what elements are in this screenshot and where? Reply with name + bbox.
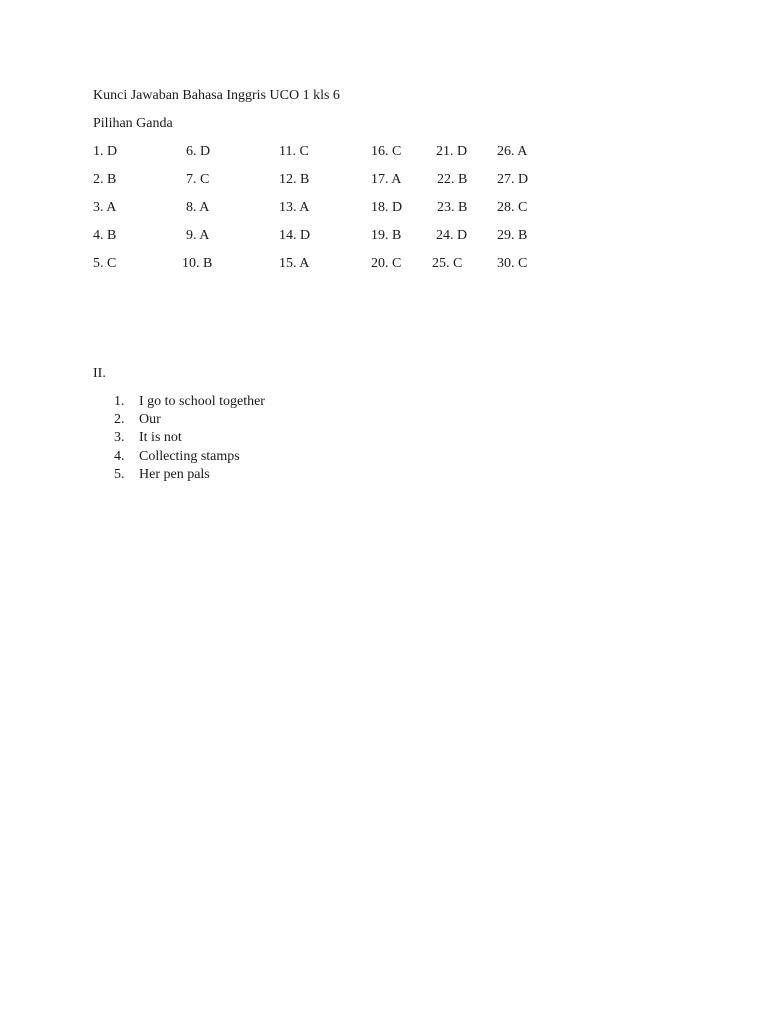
list-item-number: 1.: [114, 394, 125, 409]
answer-item: 10. B: [182, 256, 213, 271]
answer-item: 24. D: [436, 228, 468, 243]
answer-item: 14. D: [279, 228, 311, 243]
answer-item: 20. C: [371, 256, 402, 271]
answer-item: 12. B: [279, 172, 310, 187]
list-item-text: It is not: [139, 430, 182, 446]
answer-item: 27. D: [497, 172, 529, 187]
answer-item: 28. C: [497, 200, 528, 215]
list-item-text: Collecting stamps: [139, 448, 240, 464]
list-item-number: 5.: [114, 466, 125, 482]
answer-item: 4. B: [93, 228, 117, 243]
answer-item: 25. C: [432, 256, 463, 271]
section-heading-essay: II.: [93, 366, 106, 381]
answer-item: 8. A: [186, 200, 210, 215]
answer-item: 16. C: [371, 144, 402, 159]
list-item-number: 3.: [114, 430, 125, 446]
answer-item: 18. D: [371, 200, 403, 215]
answer-item: 1. D: [93, 144, 118, 159]
answer-item: 2. B: [93, 172, 117, 187]
answer-item: 7. C: [186, 172, 210, 187]
answer-item: 13. A: [279, 200, 310, 215]
list-item-number: 2.: [114, 412, 125, 428]
answer-item: 30. C: [497, 256, 528, 271]
list-item-text: I go to school together: [139, 394, 265, 409]
list-item-text: Her pen pals: [139, 466, 210, 482]
answer-item: 19. B: [371, 228, 402, 243]
answer-item: 9. A: [186, 228, 210, 243]
answer-item: 17. A: [371, 172, 402, 187]
answer-item: 5. C: [93, 256, 117, 271]
document-title: Kunci Jawaban Bahasa Inggris UCO 1 kls 6: [93, 88, 340, 103]
answer-item: 11. C: [279, 144, 309, 159]
list-item-number: 4.: [114, 448, 125, 464]
answer-item: 29. B: [497, 228, 528, 243]
section-heading-multiple-choice: Pilihan Ganda: [93, 116, 173, 131]
answer-item: 6. D: [186, 144, 211, 159]
answer-item: 23. B: [437, 200, 468, 215]
answer-item: 26. A: [497, 144, 528, 159]
answer-item: 3. A: [93, 200, 117, 215]
answer-item: 21. D: [436, 144, 468, 159]
answer-item: 22. B: [437, 172, 468, 187]
answer-item: 15. A: [279, 256, 310, 271]
list-item-text: Our: [139, 412, 161, 428]
